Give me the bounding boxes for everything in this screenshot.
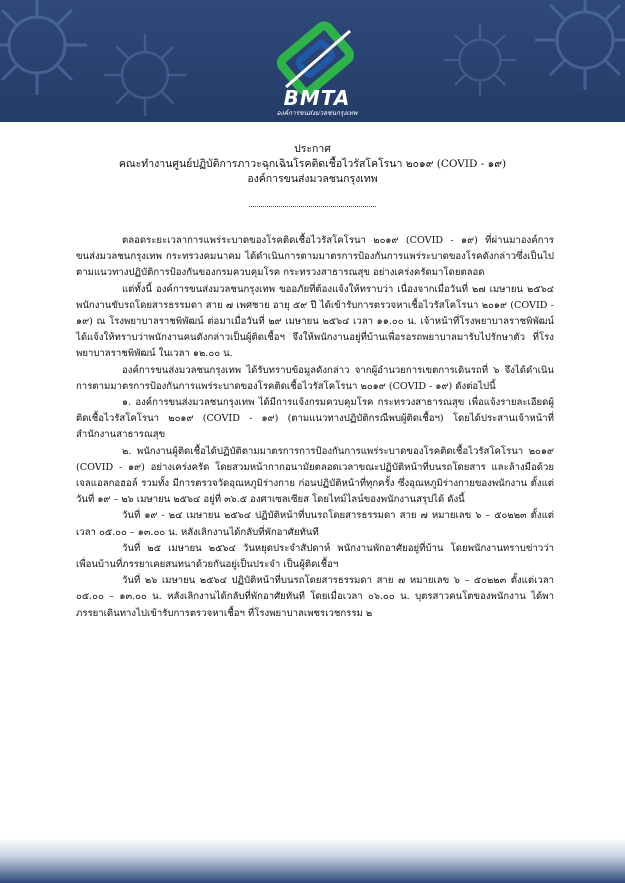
- virus-decoration-icon: [440, 20, 520, 100]
- announcement-subheading: คณะทำงานศูนย์ปฏิบัติการภาวะฉุกเฉินโรคติดเชื้อไวรัสโคโรนา ๒๐๑๙ (COVID - ๑๙): [118, 158, 507, 170]
- announcement-header: [0, 142, 625, 187]
- virus-decoration-icon: [100, 30, 190, 120]
- dotted-divider: [249, 206, 376, 207]
- announcement-organization: องค์การขนส่งมวลชนกรุงเทพ: [247, 173, 378, 185]
- paragraph: แต่ทั้งนี้ องค์การขนส่งมวลชนกรุงเทพ ขออภัยที่ต้องแจ้งให้ทราบว่า เนื่องจากเมื่อวันที่ ๒๗ เมษายน ๒๕๖๔ พนักงานขับรถโดยสารธรรมดา สาย ๗ เพศชาย อายุ ๕๙ ปี ได้เข้ารับการตรวจหาเชื้อไวรัสโคโรนา ๒๐๑๙ (COVID - ๑๙) ณ โรงพยาบาลราชพิพัฒน์ ต่อมาเมื่อวันที่ ๒๙ เมษายน ๒๕๖๔ เวลา ๑๑.๐๐ น. เจ้าหน้าที่โรงพยาบาลราชพิพัฒน์ ได้แจ้งให้ทราบว่าพนักงานคนดังกล่าวเป็นผู้ติดเชื้อฯ จึงให้พนักงานอยู่ที่บ้านเพื่อรอรถพยาบาลมารับไปรักษาตัว ที่โรงพยาบาลราชพิพัฒน์ ในเวลา ๑๒.๐๐ น.: [76, 283, 554, 360]
- paragraph: วันที่ ๒๕ เมษายน ๒๕๖๔ วันหยุดประจำสัปดาห์ พนักงานพักอาศัยอยู่ที่บ้าน โดยพนักงานทราบข่าวว่า เพื่อนบ้านที่ภรรยาเคยสนทนาด้วยกันอยู่เป็นประจำ เป็นผู้ติดเชื้อฯ: [76, 542, 554, 571]
- virus-decoration-icon: [530, 0, 625, 95]
- paragraph: ตลอดระยะเวลาการแพร่ระบาดของโรคติดเชื้อไวรัสโคโรนา ๒๐๑๙ (COVID - ๑๙) ที่ผ่านมาองค์การขนส่งมวลชนกรุงเทพ กระทรวงคมนาคม ได้ดำเนินการตามมาตรการป้องกันการแพร่ระบาดของโรคดังกล่าวซึ่งเป็นไปตามแนวทางปฏิบัติการป้องกันของกรมควบคุมโรค กระทรวงสาธารณสุข อย่างเคร่งครัดมาโดยตลอด: [76, 235, 554, 279]
- paragraph: วันที่ ๑๙ - ๒๔ เมษายน ๒๕๖๔ ปฏิบัติหน้าที่บนรถโดยสารธรรมดา สาย ๗ หมายเลข ๖ – ๕๐๒๒๓ ตั้งแต่เวลา ๐๕.๐๐ – ๑๓.๐๐ น. หลังเลิกงานได้กลับที่พักอาศัยทันที: [76, 510, 554, 538]
- paragraph: ๒. พนักงานผู้ติดเชื้อได้ปฏิบัติตามมาตรการการป้องกันการแพร่ระบาดของโรคติดเชื้อไวรัสโคโรนา ๒๐๑๙ (COVID - ๑๙) อย่างเคร่งครัด โดยสวมหน้ากากอนามัยตลอดเวลาขณะปฏิบัติหน้าที่บนรถโดยสาร และล้างมือด้วยเจลแอลกอฮอล์ รวมทั้ง มีการตรวจวัดอุณหภูมิร่างกาย ก่อนปฏิบัติหน้าที่ทุกครั้ง ซึ่งอุณหภูมิร่างกายของพนักงาน ตั้งแต่วันที่ ๑๙ – ๒๖ เมษายน ๒๕๖๔ อยู่ที่ ๓๖.๕ องศาเซลเซียส โดยไทม์ไลน์ของพนักงานสรุปได้ ดังนี้: [76, 445, 554, 506]
- paragraph: วันที่ ๒๖ เมษายน ๒๕๖๔ ปฏิบัติหน้าที่บนรถโดยสารธรรมดา สาย ๗ หมายเลข ๖ – ๕๐๒๒๓ ตั้งแต่เวลา ๐๕.๐๐ – ๑๓.๐๐ น. หลังเลิกงานได้กลับที่พักอาศัยทันที โดยเมื่อเวลา ๐๖.๐๐ น. บุตรสาวคนโตของพนักงาน ได้พาภรรยาเดินทางไปเข้ารับการตรวจหาเชื้อฯ ที่โรงพยาบาลเพชรเวชกรรม ๒: [76, 575, 554, 619]
- footer-band: [0, 838, 625, 883]
- paragraph: ๑. องค์การขนส่งมวลชนกรุงเทพ ได้มีการแจ้งกรมควบคุมโรค กระทรวงสาธารณสุข เพื่อแจ้งรายละเอียดผู้ติดเชื้อไวรัสโคโรนา ๒๐๑๙ (COVID - ๑๙) (ตามแนวทางปฏิบัติกรณีพบผู้ติดเชื้อฯ) โดยได้ประสานเจ้าหน้าที่สำนักงานสาธารณสุข: [76, 397, 554, 441]
- brand-subtitle: องค์การขนส่งมวลชนกรุงเทพ: [276, 109, 358, 117]
- brand-name: BMTA: [283, 86, 351, 110]
- virus-decoration-icon: [0, 0, 92, 100]
- announcement-body: [76, 233, 554, 622]
- header-banner: [0, 0, 625, 122]
- announcement-heading: ประกาศ: [294, 143, 331, 155]
- paragraph: องค์การขนส่งมวลชนกรุงเทพ ได้รับทราบข้อมูลดังกล่าว จากผู้อำนวยการเขตการเดินรถที่ ๖ จึงได้ดำเนินการตามมาตรการป้องกันการแพร่ระบาดของโรคติดเชื้อไวรัสโคโรนา ๒๐๑๙ (COVID - ๑๙) ดังต่อไปนี้: [76, 364, 554, 392]
